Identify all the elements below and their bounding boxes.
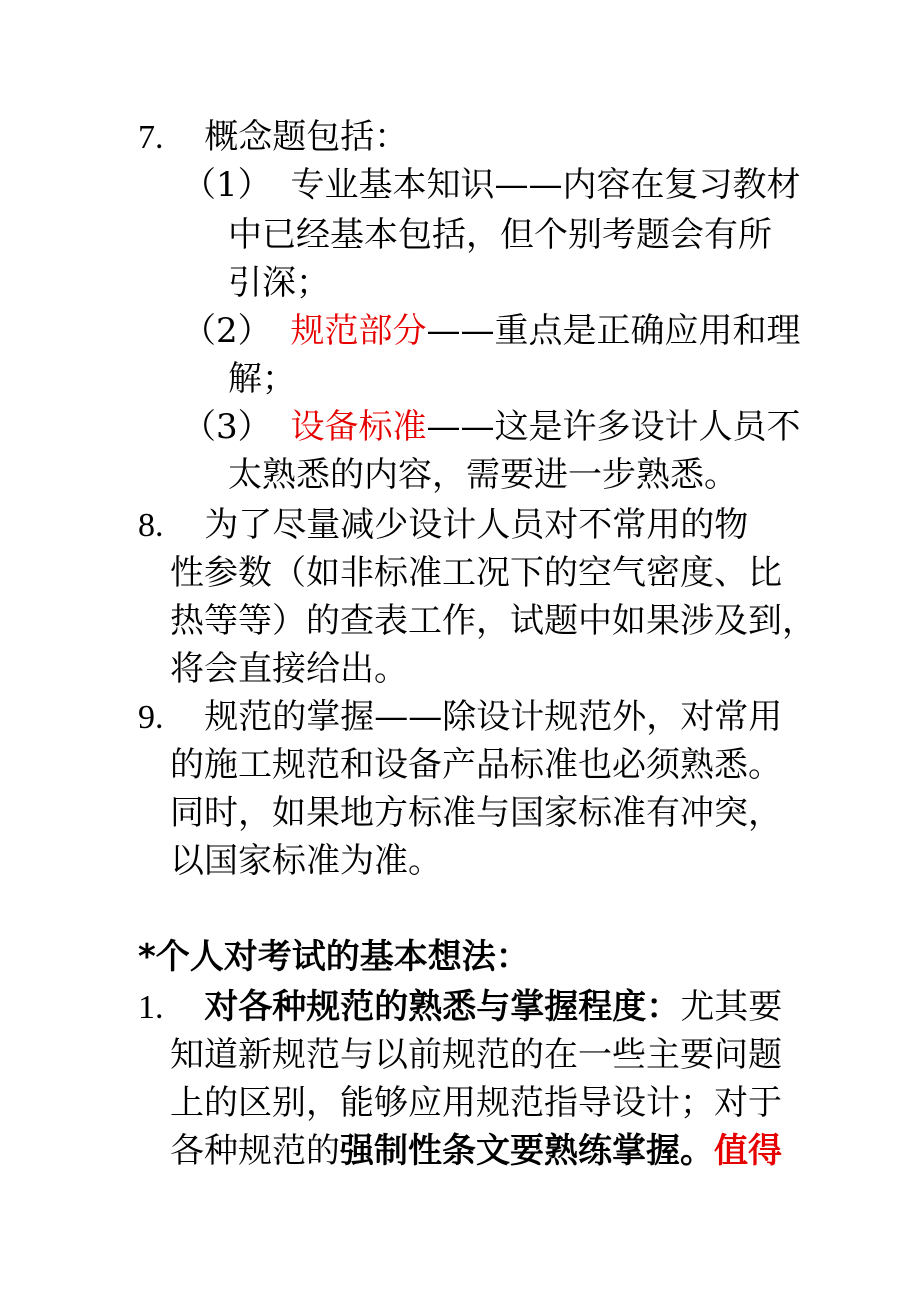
item-8-line1 [138,502,748,548]
item-7-sub2-label: （2） [182,311,272,351]
item-7-title: 概念题包括： [204,117,409,157]
point-1-text: 尤其要 [680,987,783,1027]
item-7-sub1-line2: 中已经基本包括，但个别考题会有所 [228,215,772,255]
item-9-line4: 以国家标准为准。 [170,841,442,881]
item-7-sub3-text: ——这是许多设计人员不 [426,407,801,447]
point-1-line4-red: 值得 [714,1131,782,1171]
item-7-sub2-line1 [182,308,800,354]
item-7-heading [138,114,408,160]
item-7-sub1-line1 [182,162,800,208]
point-1-line1 [138,984,782,1030]
item-7-sub2-text: ——重点是正确应用和理 [426,311,801,351]
item-9-text: 规范的掌握——除设计规范外，对常用 [204,697,783,737]
item-7-sub2-line2: 解； [228,359,296,399]
item-8-line4: 将会直接给出。 [170,649,408,689]
point-1-bold-lead: 对各种规范的熟悉与掌握程度： [204,987,681,1027]
item-7-number: 7. [138,119,164,156]
item-7-sub2-highlight: 规范部分 [290,311,427,351]
point-1-line4 [170,1128,782,1174]
item-7-sub1-text: 专业基本知识——内容在复习教材 [290,165,801,205]
item-9-line2: 的施工规范和设备产品标准也必须熟悉。 [170,745,782,785]
item-8-text: 为了尽量减少设计人员对不常用的物 [204,505,749,545]
item-7-sub3-line2: 太熟悉的内容，需要进一步熟悉。 [228,455,738,495]
item-9-line1 [138,694,782,740]
item-8-number: 8. [138,507,164,544]
item-9-line3: 同时，如果地方标准与国家标准有冲突， [170,793,782,833]
point-1-line4-bold: 强制性条文要熟练掌握。 [340,1131,714,1171]
item-7-sub3-label: （3） [182,407,272,447]
section-heading: *个人对考试的基本想法： [138,937,530,977]
item-9-number: 9. [138,699,164,736]
item-8-line2: 性参数（如非标准工况下的空气密度、比 [170,553,782,593]
item-7-sub3-highlight: 设备标准 [290,407,427,447]
point-1-line2: 知道新规范与以前规范的在一些主要问题 [170,1035,782,1075]
point-1-number: 1. [138,989,164,1026]
item-7-sub1-label: （1） [182,165,272,205]
item-8-line3: 热等等）的查表工作，试题中如果涉及到， [170,601,816,641]
item-7-sub3-line1 [182,404,800,450]
point-1-line3: 上的区别，能够应用规范指导设计；对于 [170,1083,782,1123]
point-1-line4-start: 各种规范的 [170,1131,340,1171]
item-7-sub1-line3: 引深； [228,263,330,303]
